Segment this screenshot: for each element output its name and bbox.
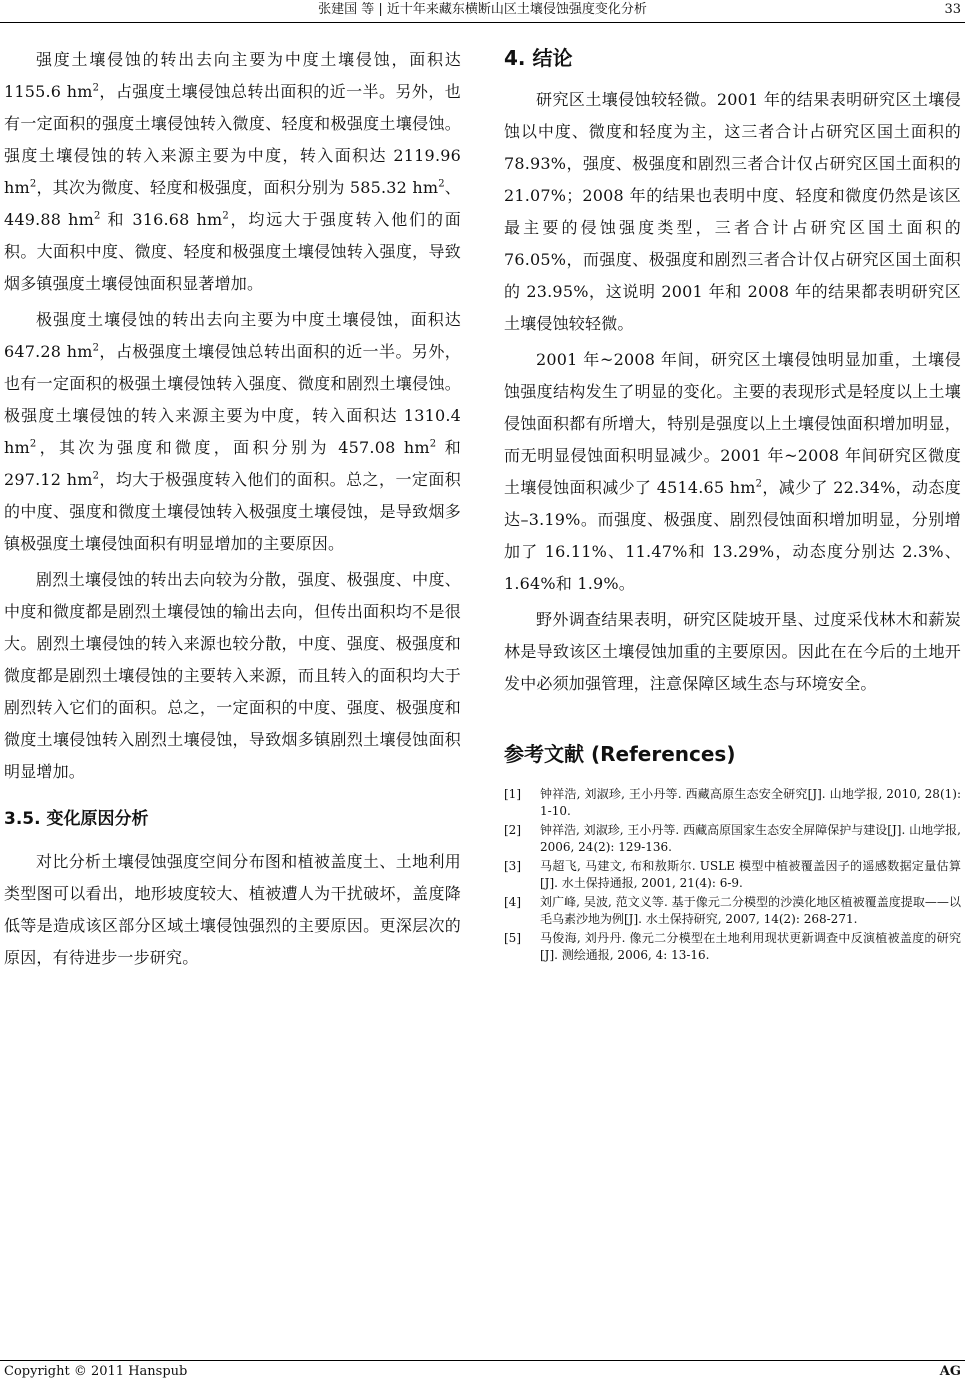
paragraph-change-causes: 对比分析土壤侵蚀强度空间分布图和植被盖度土、土地利用类型图可以看出，地形坡度较大、植被遭人为干扰破坏，盖度降低等是造成该区部分区域土壤侵蚀强烈的主要原因。更深层次的原因，有待进步一步研究。 [4, 852, 461, 967]
reference-item [504, 786, 961, 820]
reference-text: 刘广峰, 吴波, 范文义等. 基于像元二分模型的沙漠化地区植被覆盖度提取——以毛乌素沙地为例[J]. 水土保持研究, 2007, 14(2): 268-271. [540, 895, 961, 926]
section-3-5-heading: 3.5. 变化原因分析 [4, 809, 149, 829]
reference-item [504, 858, 961, 892]
paragraph-extreme-erosion: 极强度土壤侵蚀的转出去向主要为中度土壤侵蚀，面积达 647.28 $hm^2$，占极强度土壤侵蚀总转出面积的近一半。另外，也有一定面积的极强土壤侵蚀转入强度、微度和剧烈土壤侵蚀。极强度土壤侵蚀的转入来源主要为中度，转入面积达 1310.4 $hm^2$，其次为强度和微度，面积分别为 457.08 $hm^2$ 和 297.12 $hm^2$，均大于极强度转入他们的面积。总之，一定面积的中度、强度和微度土壤侵蚀转入极强度土壤侵蚀，是导致烟多镇极强度土壤侵蚀面积有明显增加的主要原因。 [4, 310, 461, 553]
reference-number: [2] [504, 823, 521, 837]
reference-item [504, 822, 961, 856]
references-heading: 参考文献 (References) [504, 742, 736, 766]
reference-text: 钟祥浩, 刘淑珍, 王小丹等. 西藏高原生态安全研究[J]. 山地学报, 2010, 28(1): 1-10. [540, 787, 961, 818]
page-footer [0, 1360, 965, 1383]
running-header [0, 0, 965, 23]
section-4-heading: 4. 结论 [504, 46, 573, 70]
paragraph-conclusion-2: 2001 年~2008 年间，研究区土壤侵蚀明显加重，土壤侵蚀强度结构发生了明显的变化。主要的表现形式是轻度以上土壤侵蚀面积都有所增大，特别是强度以上土壤侵蚀面积增加明显，而无明显侵蚀面积明显减少。2001 年~2008 年间研究区微度土壤侵蚀面积减少了 4514.65 $hm^2$，减少了 22.34%，动态度达–3.19%。而强度、极强度、剧烈侵蚀面积增加明显，分别增加了 16.11%、11.47%和 13.29%，动态度分别达 2.3%、1.64%和 1.9%。 [504, 350, 961, 593]
paragraph-conclusion-1: 研究区土壤侵蚀较轻微。2001 年的结果表明研究区土壤侵蚀以中度、微度和轻度为主，这三者合计占研究区国土面积的 78.93%，强度、极强度和剧烈三者合计仅占研究区国土面积的 21.07%；2008 年的结果也表明中度、轻度和微度仍然是该区最主要的侵蚀强度类型，三者合计占研究区国土面积的 76.05%，而强度、极强度和剧烈三者合计仅占研究区国土面积的 23.95%，这说明 2001 年和 2008 年的结果都表明研究区土壤侵蚀较轻微。 [504, 90, 961, 333]
reference-number: [1] [504, 787, 521, 801]
reference-item [504, 894, 961, 928]
reference-item [504, 930, 961, 964]
running-header-title: 张建国 等 | 近十年来藏东横断山区土壤侵蚀强度变化分析 [318, 2, 647, 17]
paragraph-severe-erosion: 剧烈土壤侵蚀的转出去向较为分散，强度、极强度、中度、中度和微度都是剧烈土壤侵蚀的输出去向，但传出面积均不是很大。剧烈土壤侵蚀的转入来源也较分散，中度、强度、极强度和微度都是剧烈土壤侵蚀的主要转入来源，而且转入的面积均大于剧烈转入它们的面积。总之，一定面积的中度、强度、极强度和微度土壤侵蚀转入剧烈土壤侵蚀，导致烟多镇剧烈土壤侵蚀面积明显增加。 [4, 570, 461, 781]
reference-text: 马超飞, 马建文, 布和敖斯尔. USLE 模型中植被覆盖因子的遥感数据定量估算[J]. 水土保持通报, 2001, 21(4): 6-9. [540, 859, 961, 890]
paragraph-conclusion-3: 野外调查结果表明，研究区陡坡开垦、过度采伐林木和薪炭林是导致该区土壤侵蚀加重的主要原因。因此在在今后的土地开发中必须加强管理，注意保障区域生态与环境安全。 [504, 610, 961, 693]
reference-text: 钟祥浩, 刘淑珍, 王小丹等. 西藏高原国家生态安全屏障保护与建设[J]. 山地学报, 2006, 24(2): 129-136. [540, 823, 961, 854]
left-column [4, 44, 461, 978]
reference-number: [4] [504, 895, 521, 909]
reference-number: [3] [504, 859, 521, 873]
reference-text: 马俊海, 刘丹丹. 像元二分模型在土地利用现状更新调查中反演植被盖度的研究[J]. 测绘通报, 2006, 4: 13-16. [540, 931, 961, 962]
copyright-notice: Copyright © 2011 Hanspub [4, 1364, 188, 1379]
page-number: 33 [944, 2, 961, 17]
reference-number: [5] [504, 931, 521, 945]
right-column [504, 44, 961, 966]
reference-list [504, 786, 961, 964]
journal-abbreviation: AG [939, 1364, 961, 1379]
paragraph-strong-erosion: 强度土壤侵蚀的转出去向主要为中度土壤侵蚀，面积达 1155.6 $hm^2$，占强度土壤侵蚀总转出面积的近一半。另外，也有一定面积的强度土壤侵蚀转入微度、轻度和极强度土壤侵蚀。强度土壤侵蚀的转入来源主要为中度，转入面积达 2119.96 $hm^2$，其次为微度、轻度和极强度，面积分别为 585.32 $hm^2$、449.88 $hm^2$ 和 316.68 $hm^2$，均远大于强度转入他们的面积。大面积中度、微度、轻度和极强度土壤侵蚀转入强度，导致烟多镇强度土壤侵蚀面积显著增加。 [4, 50, 461, 293]
